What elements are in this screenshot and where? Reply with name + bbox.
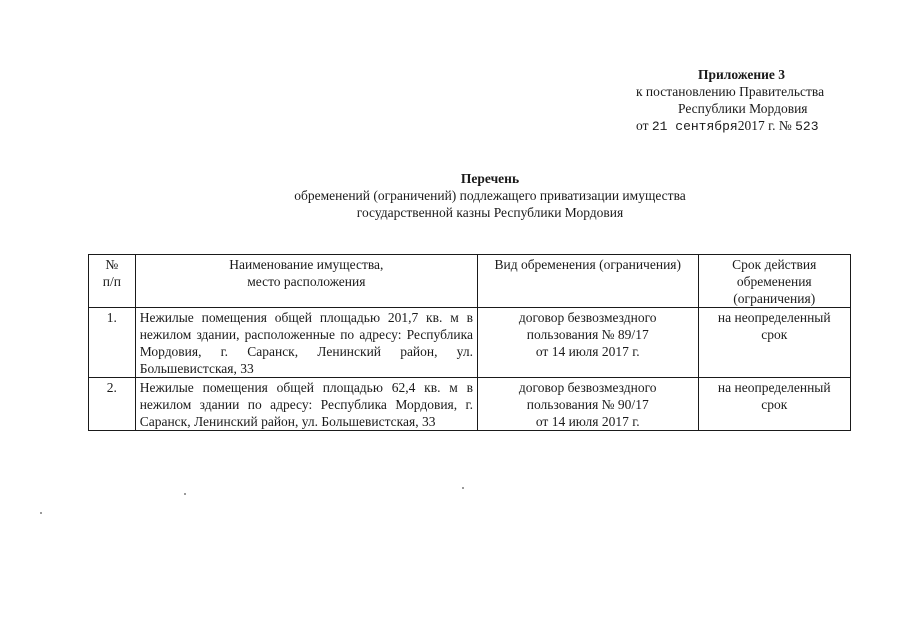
table-row bbox=[89, 378, 851, 431]
row-num: 2. bbox=[89, 378, 136, 431]
header-name: Наименование имущества, место расположения bbox=[135, 255, 477, 308]
heading-title: Перечень bbox=[460, 171, 520, 186]
scan-speck bbox=[462, 487, 464, 489]
scan-speck bbox=[40, 512, 42, 514]
date-year: 2017 г. № bbox=[737, 118, 792, 133]
date-handwritten: 21 сентября bbox=[651, 119, 738, 134]
row-term: на неопределенный срок bbox=[698, 308, 850, 378]
header-num: № п/п bbox=[89, 255, 136, 308]
number-handwritten: 523 bbox=[795, 119, 819, 134]
appendix-title: Приложение 3 bbox=[698, 67, 786, 82]
row-kind: договор безвозмездного пользования № 89/17 от 14 июля 2017 г. bbox=[477, 308, 698, 378]
appendix-line-resolution: к постановлению Правительства bbox=[636, 84, 825, 99]
appendix-date-line bbox=[600, 117, 890, 135]
table-header-row bbox=[89, 255, 851, 308]
table-row bbox=[89, 308, 851, 378]
heading-subtitle-line2: государственной казны Республики Мордовия bbox=[356, 205, 624, 220]
row-num: 1. bbox=[89, 308, 136, 378]
encumbrance-table bbox=[88, 254, 851, 431]
appendix-line-republic: Республики Мордовия bbox=[678, 101, 808, 116]
row-kind: договор безвозмездного пользования № 90/17 от 14 июля 2017 г. bbox=[477, 378, 698, 431]
scan-speck bbox=[184, 493, 186, 495]
row-name: Нежилые помещения общей площадью 201,7 кв. м в нежилом здании, расположенные по адресу: Республика Мордовия, г. Саранск, Ленинский район, ул. Большевистская, 33 bbox=[135, 308, 477, 378]
heading-subtitle-line1: обременений (ограничений) подлежащего приватизации имущества bbox=[294, 188, 686, 203]
document-heading bbox=[240, 170, 740, 221]
header-kind: Вид обременения (ограничения) bbox=[477, 255, 698, 308]
header-term: Срок действия обременения (ограничения) bbox=[698, 255, 850, 308]
appendix-block bbox=[600, 66, 890, 135]
row-term: на неопределенный срок bbox=[698, 378, 850, 431]
row-name: Нежилые помещения общей площадью 62,4 кв. м в нежилом здании по адресу: Республика Мордовия, г. Саранск, Ленинский район, ул. Большевистская, 33 bbox=[135, 378, 477, 431]
date-prefix: от bbox=[636, 118, 649, 133]
